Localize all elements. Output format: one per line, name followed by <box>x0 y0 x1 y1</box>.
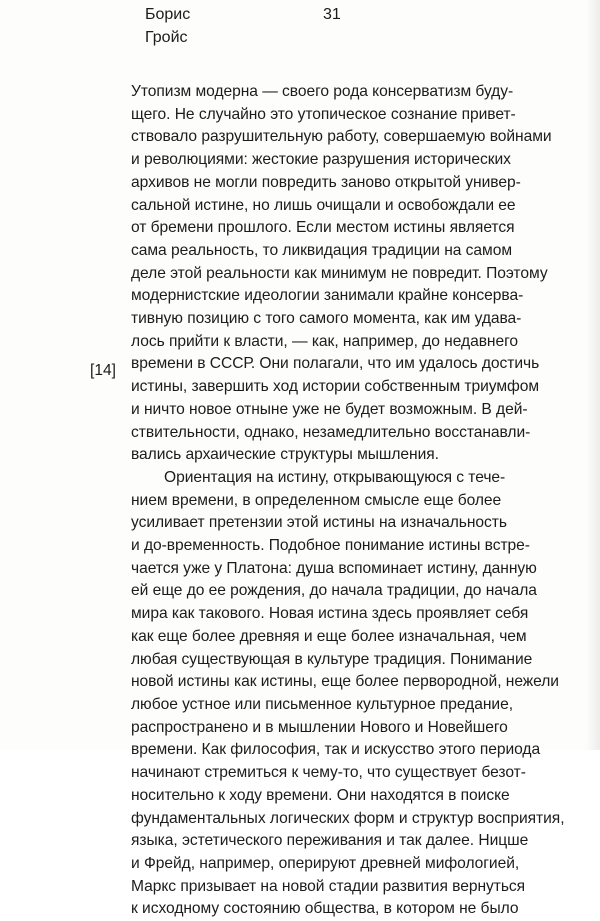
text-line: ствовало разрушительную работу, совершаемую войнами <box>131 128 552 146</box>
text-line: Маркс призывает на новой стадии развития вернуться <box>131 877 526 895</box>
margin-page-reference: [14] <box>90 362 117 379</box>
text-line: вались архаические структуры мышления. <box>131 446 439 464</box>
body-text <box>131 81 565 921</box>
text-line: ей еще до ее рождения, до начала традиции, до начала <box>131 582 537 600</box>
paragraph-first-line: Ориентация на истину, открывающуюся с тече- <box>164 468 506 486</box>
text-line: как еще более древняя и еще более изначальная, чем <box>131 627 527 645</box>
text-line: начинают стремиться к чему-то, что существует безот- <box>131 764 526 782</box>
text-line: сальной истине, но лишь очищали и освобождали ее <box>131 196 516 214</box>
text-line: истины, завершить ход истории собственным триумфом <box>131 378 540 396</box>
text-line: от бремени прошлого. Если местом истины является <box>131 219 515 237</box>
text-line: и революциями: жестокие разрушения исторических <box>131 151 511 169</box>
text-line: усиливает претензии этой истины на изначальность <box>131 514 507 532</box>
text-line: нием времени, в определенном смысле еще более <box>131 491 502 509</box>
text-line: мира как такового. Новая истина здесь проявляет себя <box>131 605 529 623</box>
text-line: времени в СССР. Они полагали, что им удалось достичь <box>131 355 540 373</box>
text-line: тивную позицию с того самого момента, как им удава- <box>131 310 522 328</box>
text-line: к исходному состоянию общества, в котором не было <box>131 900 519 918</box>
text-line: щего. Не случайно это утопическое сознание привет- <box>131 105 516 123</box>
page-number: 31 <box>323 6 341 23</box>
author-last-name: Гройс <box>145 29 188 46</box>
running-header <box>145 3 190 49</box>
author-first-name: Борис <box>145 6 191 23</box>
text-line: деле этой реальности как минимум не повредит. Поэтому <box>131 264 548 282</box>
text-line: чается уже у Платона: душа вспоминает истину, данную <box>131 559 537 577</box>
text-line: времени. Как философия, так и искусство этого периода <box>131 741 541 759</box>
text-line: новой истины как истины, еще более первородной, нежели <box>131 673 559 691</box>
text-line: распространено и в мышлении Нового и Новейшего <box>131 718 508 736</box>
text-line: и до-временность. Подобное понимание истины встре- <box>131 537 530 555</box>
text-line: любая существующая в культуре традиция. Понимание <box>131 650 533 668</box>
text-line: сама реальность, то ликвидация традиции на самом <box>131 241 513 259</box>
text-line: и Фрейд, например, оперируют древней мифологией, <box>131 854 520 872</box>
text-line: языка, эстетического переживания и так далее. Ницше <box>131 832 529 850</box>
text-line: ствительности, однако, незамедлительно восстанавли- <box>131 423 531 441</box>
text-line: модернистские идеологии занимали крайне консерва- <box>131 287 524 305</box>
text-line: любое устное или письменное культурное предание, <box>131 695 513 713</box>
text-line: носительно к ходу времени. Они находятся в поиске <box>131 786 510 804</box>
text-line: лось прийти к власти, — как, например, до недавнего <box>131 332 519 350</box>
text-line: архивов не могли повредить заново открытой универ- <box>131 173 521 191</box>
text-line: фундаментальных логических форм и структур восприятия, <box>131 809 565 827</box>
text-line: и ничто новое отныне уже не будет возможным. В дей- <box>131 400 528 418</box>
text-line: Утопизм модерна — своего рода консерватизм буду- <box>131 83 514 100</box>
